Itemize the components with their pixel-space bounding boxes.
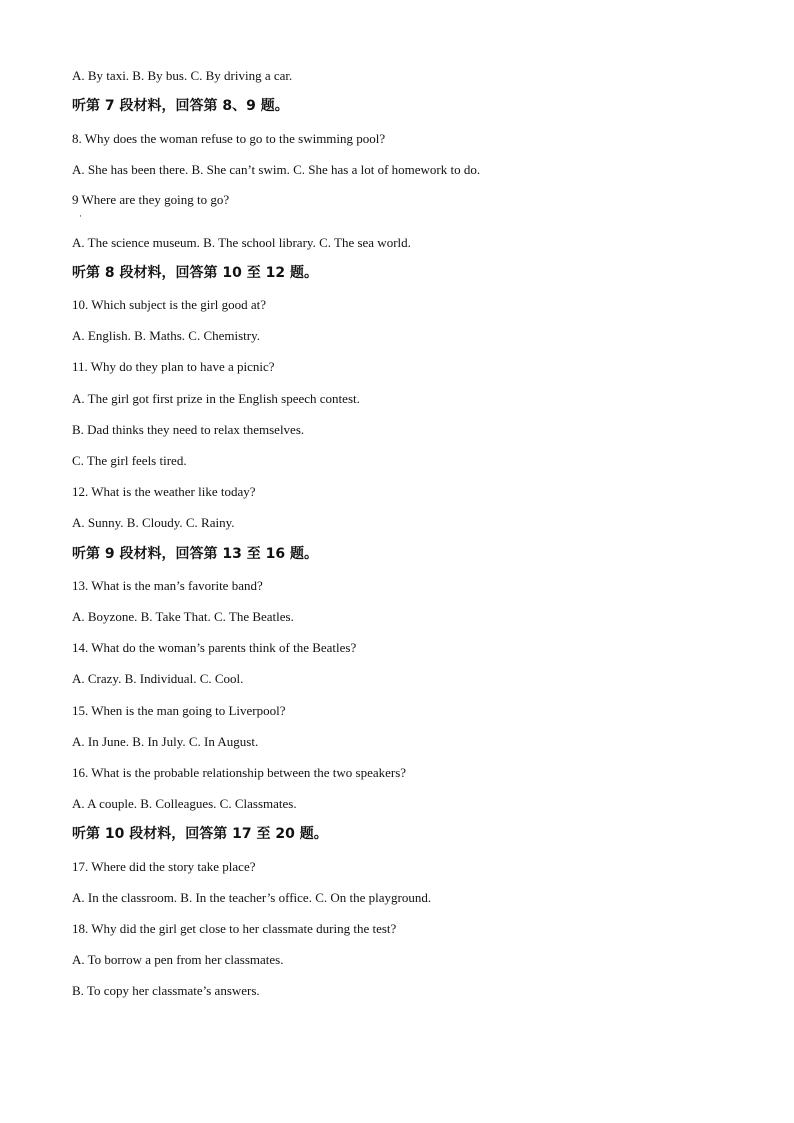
options-q8: A. She has been there. B. She can’t swim. C. She has a lot of homework to do. (72, 162, 481, 177)
options-q15: A. In June. B. In July. C. In August. (72, 734, 259, 749)
options-q12: A. Sunny. B. Cloudy. C. Rainy. (72, 515, 235, 530)
question-10: 10. Which subject is the girl good at? (72, 297, 266, 312)
section-heading-8: 听第 8 段材料，回答第 10 至 12 题。 (72, 265, 318, 281)
question-18: 18. Why did the girl get close to her classmate during the test? (72, 921, 397, 936)
option-q18-b: B. To copy her classmate’s answers. (72, 983, 260, 998)
option-q11-a: A. The girl got first prize in the English speech contest. (72, 391, 360, 406)
exam-page (72, 0, 752, 1123)
section-heading-9: 听第 9 段材料，回答第 13 至 16 题。 (72, 546, 318, 562)
options-q10: A. English. B. Maths. C. Chemistry. (72, 328, 261, 343)
option-q11-b: B. Dad thinks they need to relax themselves. (72, 422, 305, 437)
options-q17: A. In the classroom. B. In the teacher’s office. C. On the playground. (72, 890, 432, 905)
options-q14: A. Crazy. B. Individual. C. Cool. (72, 671, 244, 686)
options-q9: A. The science museum. B. The school library. C. The sea world. (72, 235, 411, 250)
question-17: 17. Where did the story take place? (72, 859, 256, 874)
question-15: 15. When is the man going to Liverpool? (72, 703, 286, 718)
options-q13: A. Boyzone. B. Take That. C. The Beatles. (72, 609, 294, 624)
question-16: 16. What is the probable relationship between the two speakers? (72, 765, 407, 780)
option-q18-a: A. To borrow a pen from her classmates. (72, 952, 284, 967)
question-9: 9 Where are they going to go? (72, 192, 230, 207)
section-heading-7: 听第 7 段材料，回答第 8、9 题。 (72, 98, 289, 114)
question-12: 12. What is the weather like today? (72, 484, 256, 499)
question-8: 8. Why does the woman refuse to go to the swimming pool? (72, 131, 386, 146)
section-heading-10: 听第 10 段材料，回答第 17 至 20 题。 (72, 826, 328, 842)
question-11: 11. Why do they plan to have a picnic? (72, 359, 275, 374)
options-q7: A. By taxi. B. By bus. C. By driving a car. (72, 68, 293, 83)
question-13: 13. What is the man’s favorite band? (72, 578, 263, 593)
options-q16: A. A couple. B. Colleagues. C. Classmates. (72, 796, 297, 811)
stray-dot: · (79, 211, 82, 221)
question-14: 14. What do the woman’s parents think of the Beatles? (72, 640, 357, 655)
option-q11-c: C. The girl feels tired. (72, 453, 187, 468)
